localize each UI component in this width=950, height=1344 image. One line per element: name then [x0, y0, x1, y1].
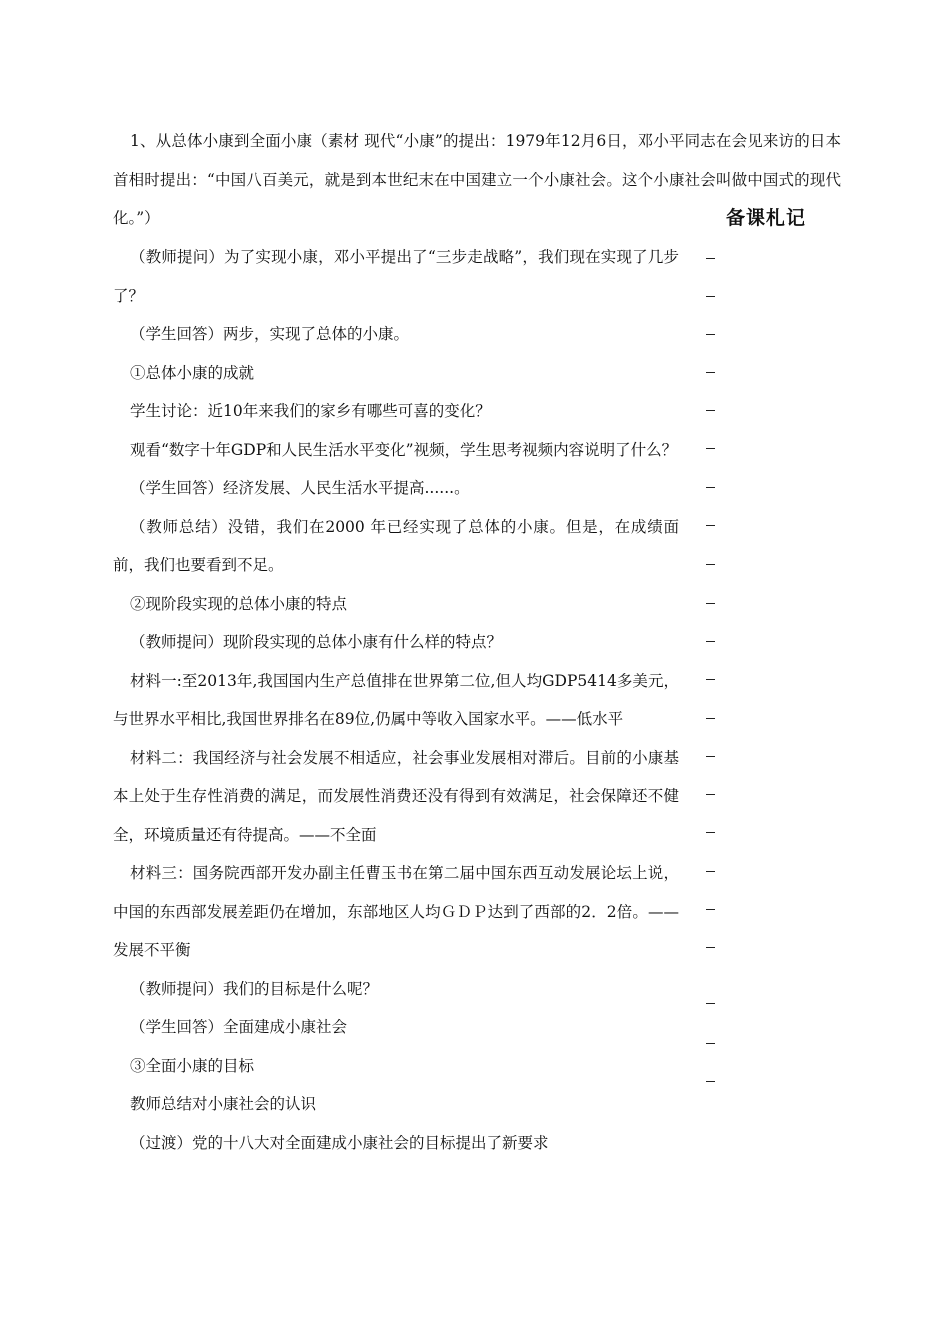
paragraph: 材料二：我国经济与社会发展不相适应，社会事业发展相对滞后。目前的小康基本上处于生存性消费的满足，而发展性消费还没有得到有效满足，社会保障还不健全，环境质量还有待提高。——不全面 — [113, 748, 679, 844]
paragraph: 材料一:至2013年,我国国内生产总值排在世界第二位,但人均GDP5414多美元，与世界水平相比,我国世界排名在89位,仍属中等收入国家水平。——低水平 — [113, 671, 679, 728]
lesson-notes-title: 备课札记 — [726, 207, 807, 229]
note-blank-line — [706, 641, 715, 642]
note-blank-line — [706, 718, 715, 719]
paragraph: 教师总结对小康社会的认识 — [130, 1095, 317, 1113]
note-blank-line — [706, 794, 715, 795]
paragraph: 观看“数字十年GDP和人民生活水平变化”视频，学生思考视频内容说明了什么？ — [130, 440, 678, 459]
note-blank-line — [706, 334, 715, 335]
paragraph: （学生回答）全面建成小康社会 — [130, 1018, 348, 1036]
note-blank-line — [706, 525, 715, 526]
paragraph: （学生回答）经济发展、人民生活水平提高......。 — [130, 479, 470, 497]
paragraph: （教师总结）没错，我们在2000 年已经实现了总体的小康。但是，在成绩面前，我们也要看到不足。 — [113, 517, 679, 574]
paragraph: （学生回答）两步，实现了总体的小康。 — [130, 325, 410, 343]
paragraph: ③全面小康的目标 — [130, 1056, 255, 1075]
note-blank-line — [706, 1003, 715, 1004]
note-blank-line — [706, 603, 715, 604]
note-blank-line — [706, 871, 715, 872]
paragraph: ②现阶段实现的总体小康的特点 — [130, 594, 348, 613]
paragraph: （过渡）党的十八大对全面建成小康社会的目标提出了新要求 — [130, 1133, 549, 1152]
paragraph: （教师提问）为了实现小康，邓小平提出了“三步走战略”，我们现在实现了几步了？ — [113, 248, 679, 305]
note-blank-line — [706, 410, 715, 411]
note-blank-line — [706, 679, 715, 680]
paragraph: 学生讨论：近10年来我们的家乡有哪些可喜的变化？ — [130, 402, 491, 420]
note-blank-line — [706, 372, 715, 373]
note-blank-line — [706, 1043, 715, 1044]
note-blank-line — [706, 296, 715, 297]
note-blank-line — [706, 448, 715, 449]
note-blank-line — [706, 1081, 715, 1082]
note-blank-line — [706, 487, 715, 488]
paragraph: ①总体小康的成就 — [130, 363, 255, 382]
note-blank-line — [706, 947, 715, 948]
note-blank-line — [706, 564, 715, 565]
lesson-body — [113, 238, 679, 1162]
paragraph: （教师提问）我们的目标是什么呢？ — [130, 979, 379, 998]
notes-blank-lines — [706, 0, 720, 1344]
paragraph: （教师提问）现阶段实现的总体小康有什么样的特点？ — [130, 633, 503, 651]
note-blank-line — [706, 756, 715, 757]
note-blank-line — [706, 832, 715, 833]
note-blank-line — [706, 909, 715, 910]
intro-paragraph: 1、从总体小康到全面小康（素材 现代“小康”的提出：1979年12月6日，邓小平同志在会见来访的日本首相时提出：“中国八百美元，就是到本世纪末在中国建立一个小康社会。这个小康社会叫做中国式的现代化。”） — [113, 132, 841, 227]
note-blank-line — [706, 258, 715, 259]
paragraph: 材料三：国务院西部开发办副主任曹玉书在第二届中国东西互动发展论坛上说，中国的东西部发展差距仍在增加，东部地区人均ＧＤＰ达到了西部的2．2倍。——发展不平衡 — [113, 864, 679, 959]
